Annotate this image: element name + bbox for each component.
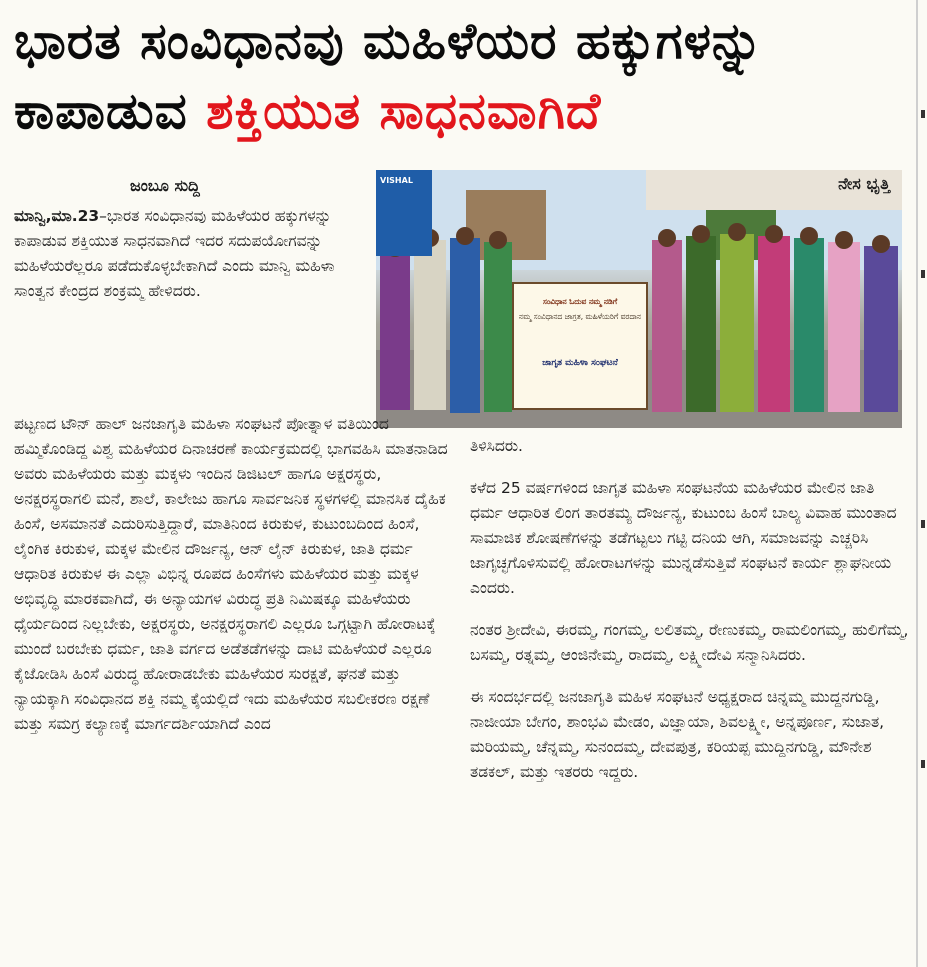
- dateline: ಮಾನ್ವಿ,ಮಾ.23: [14, 207, 100, 225]
- headline: [14, 6, 909, 146]
- edge-mark: [921, 760, 925, 768]
- edge-mark: [921, 110, 925, 118]
- protest-banner: [512, 282, 648, 410]
- shop-sign-text: VISHAL: [380, 176, 413, 185]
- page-edge-rule: [916, 0, 918, 967]
- headline-line2-red: ಶಕ್ತಿಯುತ ಸಾಧನವಾಗಿದೆ: [206, 82, 602, 140]
- article-paragraph: ಈ ಸಂದರ್ಭದಲ್ಲಿ ಜನಜಾಗೃತಿ ಮಹಿಳ ಸಂಘಟನೆ ಅಧ್ಯಕ್ಷರಾದ ಚಿನ್ನಮ್ಮ ಮುದ್ದನಗುಡ್ಡಿ, ನಾಜೀಯಾ ಬೇಗಂ, ಶಾಂಭವಿ ಮೇಡಂ, ವಿಜ್ಞಾಯಾ, ಶಿವಲಕ್ಷ್ಮೀ, ಅನ್ನಪೂರ್ಣ, ಸುಜಾತ, ಮರಿಯಮ್ಮ, ಚೆನ್ನಮ್ಮ, ಸುನಂದಮ್ಮ, ದೇವಪುತ್ರ, ಕರಿಯಪ್ಪ ಮುದ್ದಿನಗುಡ್ಡಿ, ಮೌನೇಶ ತಡಕಲ್, ಮತ್ತು ಇತರರು ಇದ್ದರು.: [470, 688, 885, 781]
- article-paragraph: ಕಳೆದ 25 ವರ್ಷಗಳಿಂದ ಜಾಗೃತ ಮಹಿಳಾ ಸಂಘಟನೆಯ ಮಹಿಳೆಯರ ಮೇಲಿನ ಜಾತಿ ಧರ್ಮ ಆಧಾರಿತ ಲಿಂಗ ತಾರತಮ್ಯ ದೌರ್ಜನ್ಯ, ಕುಟುಂಬ ಹಿಂಸೆ ಬಾಲ್ಯ ವಿವಾಹ ಮುಂತಾದ ಸಾಮಾಜಿಕ ಶೋಷಣೆಗಳನ್ನು ತಡೆಗಟ್ಟಲು ಗಟ್ಟಿ ದನಿಯ ಆಗಿ, ಸಮಾಜವನ್ನು ಎಚ್ಚರಿಸಿ ಜಾಗೃಚ್ಛಗೊಳಿಸುವಲ್ಲಿ ಹೋರಾಟಗಳನ್ನು ಮುನ್ನಡೆಸುತ್ತಿವೆ ಸಂಘಟನೆ ಕಾರ್ಯ ಶ್ಲಾಘನೀಯ ಎಂದರು.: [470, 479, 897, 597]
- headline-line2: [14, 76, 909, 146]
- headline-line2-black: ಕಾಪಾಡುವ: [14, 82, 188, 140]
- article-column-1: [14, 412, 454, 754]
- banner-line2: ನಮ್ಮ ಸಂವಿಧಾನದ ಜಾಗ್ರತ, ಮಹಿಳೆಯರಿಗೆ ವರದಾನ: [518, 312, 642, 321]
- headline-line1: ಭಾರತ ಸಂವಿಧಾನವು ಮಹಿಳೆಯರ ಹಕ್ಕುಗಳನ್ನು: [14, 12, 764, 70]
- article-lead: [14, 204, 364, 321]
- article-paragraph: ನಂತರ ಶ್ರೀದೇವಿ, ಈರಮ್ಮ, ಗಂಗಮ್ಮ, ಲಲಿತಮ್ಮ, ರೇಣುಕಮ್ಮ, ರಾಮಲಿಂಗಮ್ಮ, ಹುಲಿಗೆಮ್ಮ, ಬಸಮ್ಮ, ರತ್ನಮ್ಮ, ಆಂಜಿನೇಮ್ಮ, ರಾದಮ್ಮ, ಲಕ್ಷ್ಮೀದೇವಿ ಸನ್ಮಾನಿಸಿದರು.: [470, 621, 909, 664]
- news-photo: [376, 170, 902, 428]
- edge-mark: [921, 520, 925, 528]
- banner-line1: ಸಂವಿಧಾನ ಓದುವ ನಮ್ಮ ನಡಿಗೆ: [542, 297, 618, 306]
- banner-line3: ಜಾಗೃತ ಮಹಿಳಾ ಸಂಘಟನೆ: [542, 358, 618, 368]
- shop-sign: [376, 170, 432, 256]
- hoarding: ನೇಸ ಭೃತ್ತಿ: [646, 170, 902, 210]
- byline: ಜಂಬೂ ಸುದ್ದಿ: [130, 176, 200, 195]
- article-column-2: [470, 434, 910, 802]
- edge-mark: [921, 270, 925, 278]
- article-paragraph: ತಿಳಿಸಿದರು.: [470, 437, 523, 455]
- article-paragraph: ಪಟ್ಟಣದ ಟೌನ್ ಹಾಲ್ ಜನಜಾಗೃತಿ ಮಹಿಳಾ ಸಂಘಟನೆ ಪೋತ್ನಾಳ ವತಿಯಿಂದ ಹಮ್ಮಿಕೊಂಡಿದ್ದ ವಿಶ್ವ ಮಹಿಳೆಯರ ದಿನಾಚರಣೆ ಕಾರ್ಯಕ್ರಮದಲ್ಲಿ ಭಾಗವಹಿಸಿ ಮಾತನಾಡಿದ ಅವರು ಮಹಿಳೆಯರು ಮತ್ತು ಮಕ್ಕಳು ಇಂದಿನ ಡಿಜಿಟಲ್ ಹಾಗೂ ಅಕ್ಷರಸ್ಥರು, ಅನಕ್ಷರಸ್ಥರಾಗಲಿ ಮನೆ, ಶಾಲೆ, ಕಾಲೇಜು ಹಾಗೂ ಸಾರ್ವಜನಿಕ ಸ್ಥಳಗಳಲ್ಲಿ ಮಾನಸಿಕ ದೈಹಿಕ ಹಿಂಸೆ, ಅಸಮಾನತೆ ಎದುರಿಸುತ್ತಿದ್ದಾರೆ, ಮಾತಿನಿಂದ ಕಿರುಕುಳ, ಕುಟುಂಬದಿಂದ ಹಿಂಸೆ, ಲೈಂಗಿಕ ಕಿರುಕುಳ, ಮಕ್ಕಳ ಮೇಲಿನ ದೌರ್ಜನ್ಯ, ಆನ್ ಲೈನ್ ಕಿರುಕುಳ, ಜಾತಿ ಧರ್ಮ ಆಧಾರಿತ ಕಿರುಕುಳ ಈ ಎಲ್ಲಾ ವಿಭಿನ್ನ ರೂಪದ ಹಿಂಸೆಗಳು ಮಹಿಳೆಯರ ಮತ್ತು ಮಕ್ಕಳ ಅಭಿವೃದ್ಧಿ ಮಾರಕವಾಗಿದೆ, ಈ ಅನ್ಯಾಯಗಳ ವಿರುದ್ಧ ಪ್ರತಿ ನಿಮಿಷಕ್ಕೂ ಮಹಿಳೆಯರು ಧೈರ್ಯದಿಂದ ನಿಲ್ಲಬೇಕು, ಅಕ್ಷರಸ್ಥರು, ಅನಕ್ಷರಸ್ಥರಾಗಲಿ ಎಲ್ಲರೂ ಒಗ್ಗಟ್ಟಾಗಿ ಹೋರಾಟಕ್ಕೆ ಮುಂದೆ ಬರಬೇಕು ಧರ್ಮ, ಜಾತಿ ವರ್ಗದ ಅಡೆತಡೆಗಳನ್ನು ದಾಟಿ ಮಹಿಳೆಯರೆ ಎಲ್ಲರೂ ಕೈಜೋಡಿಸಿ ಹಿಂಸೆ ವಿರುದ್ಧ ಹೋರಾಡಬೇಕು ಮಹಿಳೆಯರ ಸುರಕ್ಷತೆ, ಘನತೆ ಮತ್ತು ನ್ಯಾಯಕ್ಕಾಗಿ ಸಂವಿಧಾನದ ಶಕ್ತಿ ನಮ್ಮ ಕೈಯಲ್ಲಿದೆ ಇದು ಮಹಿಳೆಯರ ಸಬಲೀಕರಣ ರಕ್ಷಣೆ ಮತ್ತು ಸಮಗ್ರ ಕಲ್ಯಾಣಕ್ಕೆ ಮಾರ್ಗದರ್ಶಿಯಾಗಿದೆ ಎಂದ: [14, 415, 448, 733]
- lead-text: –ಭಾರತ ಸಂವಿಧಾನವು ಮಹಿಳೆಯರ ಹಕ್ಕುಗಳನ್ನು ಕಾಪಾಡುವ ಶಕ್ತಿಯುತ ಸಾಧನವಾಗಿದೆ ಇದರ ಸದುಪಯೋಗವನ್ನು ಮಹಿಳೆಯರೆಲ್ಲರೂ ಪಡೆದುಕೊಳ್ಳಬೇಕಾಗಿದೆ ಎಂದು ಮಾನ್ವಿ ಮಹಿಳಾ ಸಾಂತ್ವನ ಕೇಂದ್ರದ ಶಂಕ್ರಮ್ಮ ಹೇಳಿದರು.: [14, 207, 335, 300]
